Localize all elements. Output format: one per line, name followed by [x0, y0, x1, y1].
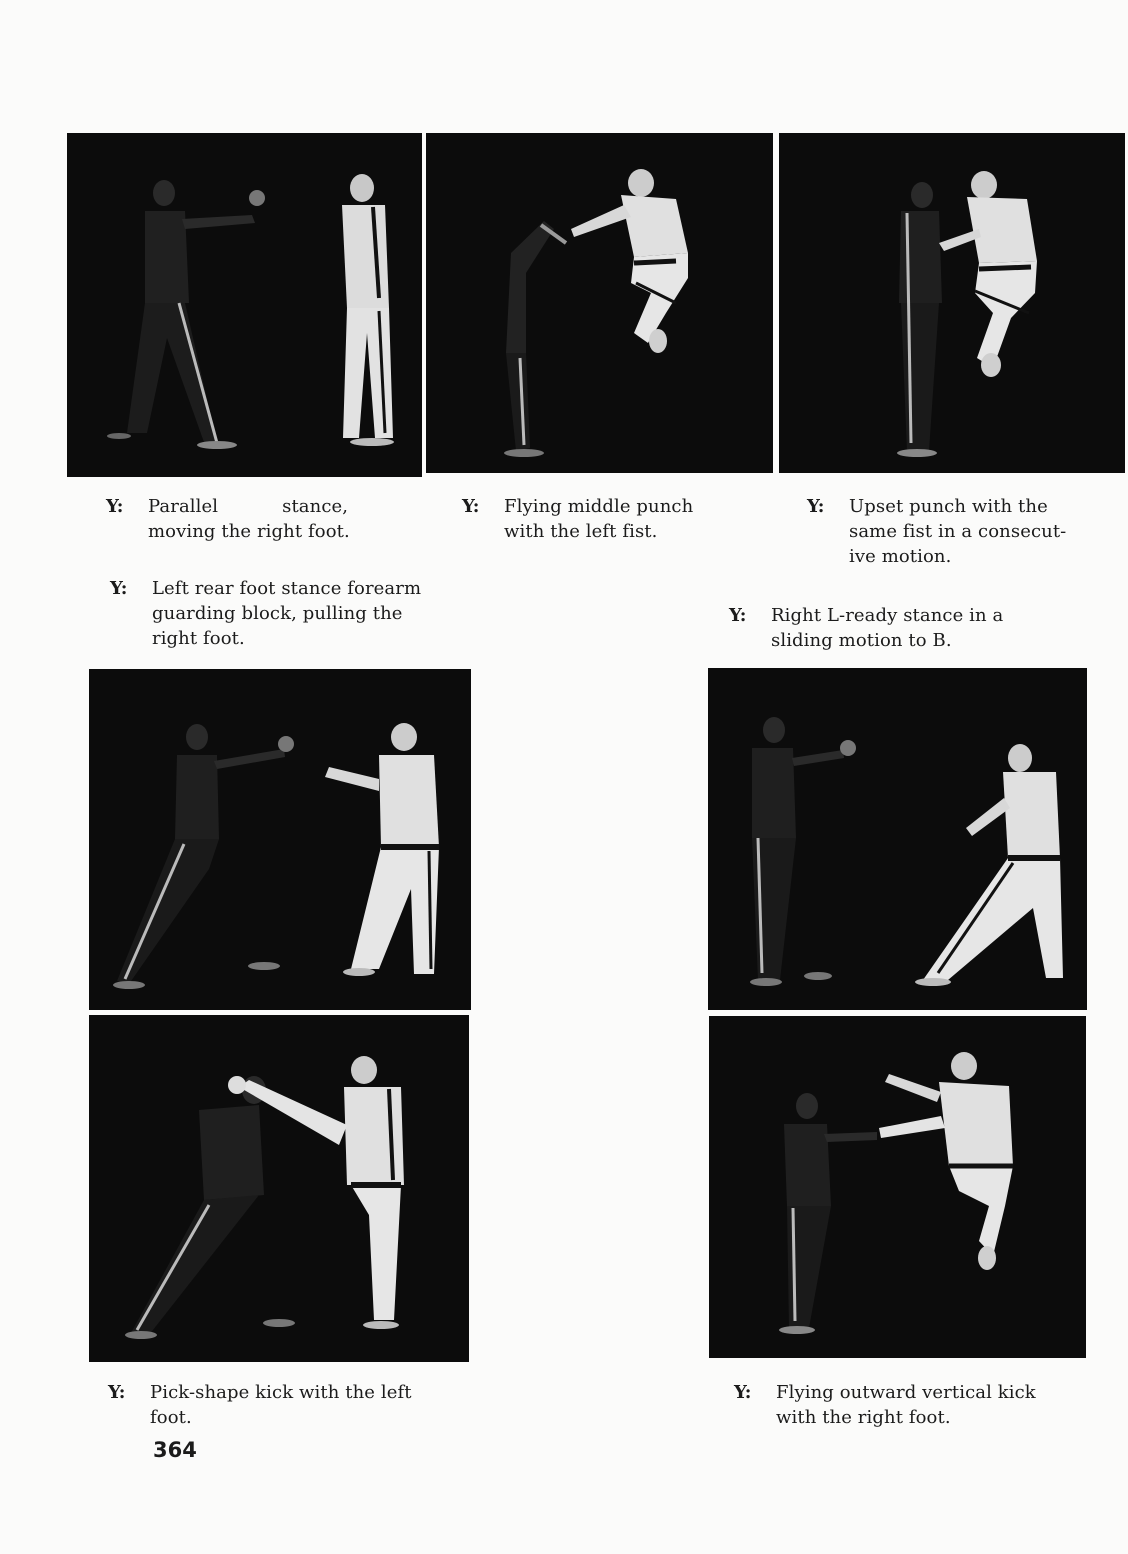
caption-marker: Y: — [729, 605, 747, 626]
photo-flying-outward-vertical-kick — [709, 1016, 1086, 1358]
caption-parallel-stance — [106, 494, 396, 546]
photo-forearm-guarding-block — [89, 669, 471, 1010]
photo-flying-middle-punch — [426, 133, 773, 473]
caption-pick-shape-kick — [108, 1380, 458, 1432]
caption-marker: Y: — [110, 578, 128, 599]
caption-text: Right L-ready stance in a sliding motion to B. — [771, 605, 1004, 651]
photo-upset-punch — [779, 133, 1125, 473]
caption-marker: Y: — [106, 496, 124, 517]
page-number: 364 — [153, 1438, 197, 1462]
caption-text: Upset punch with the same fist in a consecut- ive motion. — [849, 496, 1067, 567]
caption-upset-punch — [807, 494, 1107, 572]
photo-right-l-ready-stance — [708, 668, 1087, 1010]
caption-marker: Y: — [807, 496, 825, 517]
caption-text: Flying middle punch with the left fist. — [504, 496, 694, 542]
caption-text: Flying outward vertical kick with the right foot. — [776, 1382, 1036, 1428]
caption-marker: Y: — [734, 1382, 752, 1403]
caption-flying-outward-vertical-kick — [734, 1380, 1084, 1432]
caption-forearm-guarding-block — [110, 576, 455, 654]
photo-pick-shape-kick — [89, 1015, 469, 1362]
caption-text: Pick-shape kick with the left foot. — [150, 1382, 412, 1428]
caption-right-l-ready-stance — [729, 603, 1074, 655]
caption-text: Left rear foot stance forearm guarding block, pulling the right foot. — [152, 578, 422, 649]
photo-parallel-stance — [67, 133, 422, 477]
caption-marker: Y: — [462, 496, 480, 517]
caption-text: Parallel stance, moving the right foot. — [148, 496, 350, 542]
caption-flying-middle-punch — [462, 494, 752, 546]
caption-marker: Y: — [108, 1382, 126, 1403]
